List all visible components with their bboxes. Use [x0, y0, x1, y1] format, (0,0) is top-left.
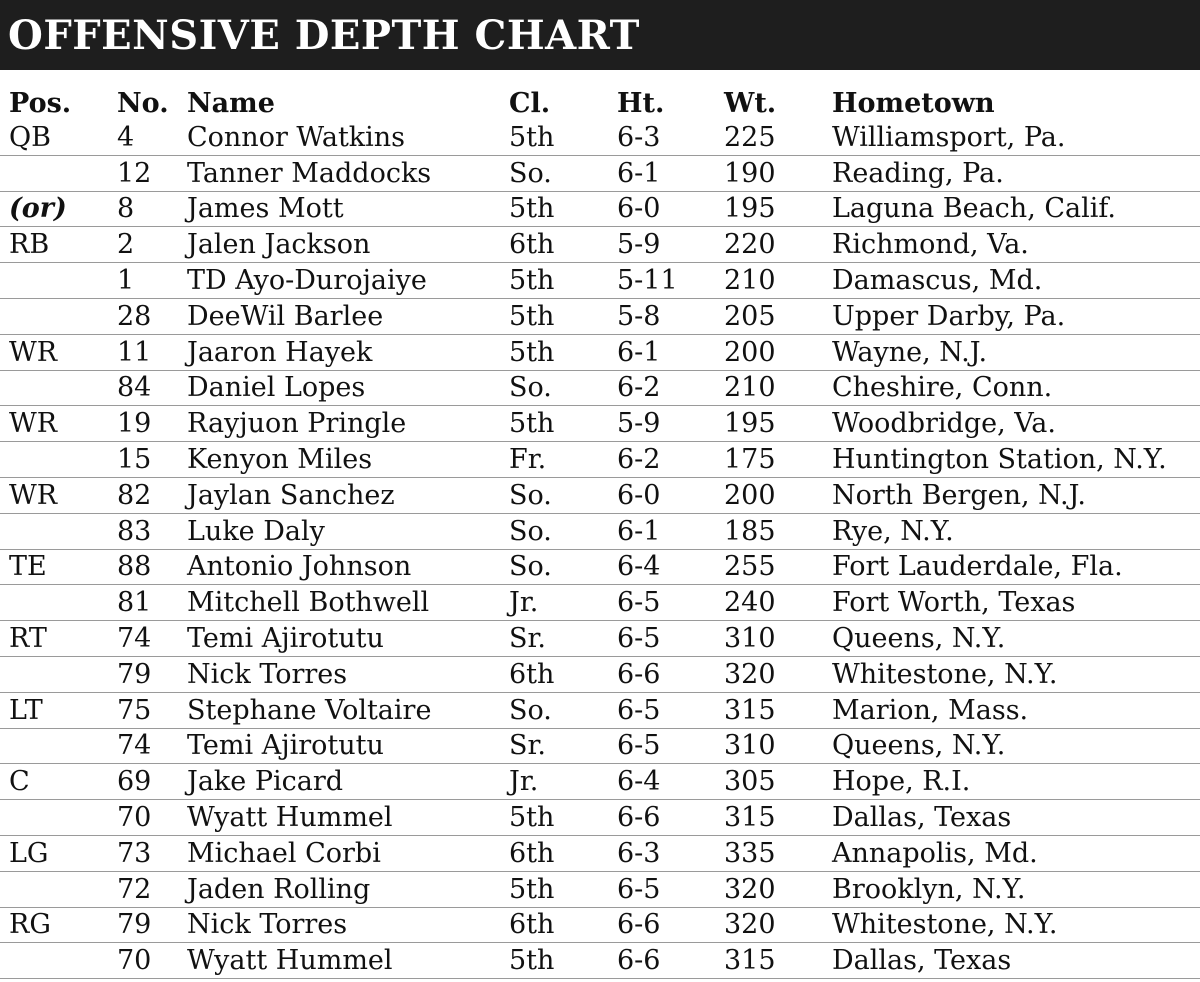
table-row: [0, 334, 1200, 370]
hometown-cell: Hope, R.I.: [832, 766, 971, 798]
position-cell: [0, 155, 108, 191]
number-cell: 2: [117, 229, 135, 261]
number-cell: 1: [117, 265, 135, 297]
position-cell: WR: [9, 408, 58, 440]
hometown-cell: Queens, N.Y.: [832, 623, 1006, 655]
height-cell: 6-3: [617, 837, 661, 869]
table-row: [0, 835, 1200, 871]
height-cell: 6-1: [617, 336, 661, 368]
table-row: [0, 263, 1200, 299]
class-cell: 5th: [509, 193, 555, 225]
position-cell: RB: [9, 229, 50, 261]
name-cell: Luke Daly: [187, 515, 325, 547]
header-height: Ht.: [617, 87, 665, 119]
number-cell: 75: [117, 694, 152, 726]
table-row: [0, 907, 1200, 943]
class-cell: So.: [509, 479, 552, 511]
height-cell: 6-5: [617, 623, 661, 655]
class-cell: 5th: [509, 336, 555, 368]
class-cell: 5th: [509, 945, 555, 977]
table-row: [0, 585, 1200, 621]
number-cell: 4: [117, 121, 135, 153]
header-name: Name: [187, 87, 275, 119]
name-cell: Wyatt Hummel: [187, 945, 393, 977]
number-cell: 83: [117, 515, 152, 547]
table-row: [0, 442, 1200, 478]
table-row: [0, 191, 1200, 227]
title-banner: [0, 0, 1200, 70]
weight-cell: 305: [724, 766, 776, 798]
name-cell: Connor Watkins: [187, 121, 406, 153]
position-cell: TE: [9, 551, 47, 583]
header-weight: Wt.: [724, 87, 777, 119]
class-cell: Jr.: [509, 587, 539, 619]
class-cell: Fr.: [509, 444, 547, 476]
name-cell: Michael Corbi: [187, 837, 381, 869]
number-cell: 12: [117, 157, 152, 189]
table-row: [0, 477, 1200, 513]
height-cell: 6-5: [617, 694, 661, 726]
position-cell: [0, 871, 108, 907]
name-cell: TD Ayo-Durojaiye: [187, 265, 427, 297]
position-cell: [0, 442, 108, 478]
table-row: [0, 728, 1200, 764]
hometown-cell: Fort Lauderdale, Fla.: [832, 551, 1123, 583]
weight-cell: 200: [724, 336, 776, 368]
weight-cell: 225: [724, 121, 776, 153]
name-cell: Stephane Voltaire: [187, 694, 432, 726]
height-cell: 6-4: [617, 551, 661, 583]
number-cell: 74: [117, 730, 152, 762]
name-cell: Jaaron Hayek: [187, 336, 373, 368]
height-cell: 6-1: [617, 515, 661, 547]
weight-cell: 220: [724, 229, 776, 261]
number-cell: 8: [117, 193, 135, 225]
hometown-cell: Woodbridge, Va.: [832, 408, 1056, 440]
position-cell: [0, 513, 108, 549]
table-row: [0, 370, 1200, 406]
number-cell: 84: [117, 372, 152, 404]
name-cell: Nick Torres: [187, 909, 348, 941]
table-row: [0, 298, 1200, 334]
position-cell: QB: [9, 121, 51, 153]
height-cell: 6-6: [617, 945, 661, 977]
number-cell: 70: [117, 945, 152, 977]
class-cell: 5th: [509, 121, 555, 153]
table-row: [0, 656, 1200, 692]
position-cell: RT: [9, 623, 47, 655]
number-cell: 69: [117, 766, 152, 798]
class-cell: So.: [509, 157, 552, 189]
hometown-cell: Cheshire, Conn.: [832, 372, 1053, 404]
weight-cell: 315: [724, 694, 776, 726]
height-cell: 6-5: [617, 873, 661, 905]
name-cell: Daniel Lopes: [187, 372, 366, 404]
hometown-cell: Rye, N.Y.: [832, 515, 954, 547]
table-row: [0, 513, 1200, 549]
height-cell: 6-6: [617, 909, 661, 941]
table-row: [0, 692, 1200, 728]
height-cell: 6-3: [617, 121, 661, 153]
position-cell: LG: [9, 837, 49, 869]
table-row: [0, 943, 1200, 979]
header-no: No.: [117, 87, 169, 119]
position-cell: [0, 943, 108, 979]
position-cell: C: [9, 766, 30, 798]
table-row: [0, 155, 1200, 191]
number-cell: 82: [117, 479, 152, 511]
hometown-cell: Reading, Pa.: [832, 157, 1004, 189]
height-cell: 6-6: [617, 802, 661, 834]
height-cell: 6-5: [617, 730, 661, 762]
class-cell: Sr.: [509, 730, 547, 762]
table-header-row: [0, 86, 1200, 120]
weight-cell: 175: [724, 444, 776, 476]
position-cell: [0, 370, 108, 406]
depth-chart-table: [0, 86, 1200, 979]
hometown-cell: Annapolis, Md.: [832, 837, 1038, 869]
weight-cell: 210: [724, 372, 776, 404]
class-cell: So.: [509, 372, 552, 404]
name-cell: Jaden Rolling: [187, 873, 371, 905]
number-cell: 88: [117, 551, 152, 583]
position-cell: (or): [9, 193, 67, 225]
name-cell: Rayjuon Pringle: [187, 408, 407, 440]
header-class: Cl.: [509, 87, 551, 119]
position-cell: WR: [9, 336, 58, 368]
class-cell: 5th: [509, 300, 555, 332]
number-cell: 28: [117, 300, 152, 332]
position-cell: [0, 298, 108, 334]
height-cell: 5-9: [617, 229, 661, 261]
weight-cell: 210: [724, 265, 776, 297]
hometown-cell: Whitestone, N.Y.: [832, 658, 1058, 690]
hometown-cell: Queens, N.Y.: [832, 730, 1006, 762]
name-cell: Kenyon Miles: [187, 444, 373, 476]
height-cell: 6-2: [617, 372, 661, 404]
name-cell: Antonio Johnson: [187, 551, 412, 583]
table-row: [0, 800, 1200, 836]
table-body: [0, 120, 1200, 979]
name-cell: Wyatt Hummel: [187, 802, 393, 834]
name-cell: Temi Ajirotutu: [187, 730, 384, 762]
height-cell: 5-9: [617, 408, 661, 440]
position-cell: [0, 800, 108, 836]
height-cell: 5-8: [617, 300, 661, 332]
table-row: [0, 764, 1200, 800]
weight-cell: 205: [724, 300, 776, 332]
position-cell: RG: [9, 909, 51, 941]
hometown-cell: Fort Worth, Texas: [832, 587, 1076, 619]
height-cell: 6-0: [617, 193, 661, 225]
number-cell: 79: [117, 909, 152, 941]
number-cell: 70: [117, 802, 152, 834]
weight-cell: 320: [724, 658, 776, 690]
weight-cell: 200: [724, 479, 776, 511]
hometown-cell: Marion, Mass.: [832, 694, 1029, 726]
number-cell: 11: [117, 336, 152, 368]
name-cell: Jake Picard: [187, 766, 344, 798]
height-cell: 6-6: [617, 658, 661, 690]
hometown-cell: Williamsport, Pa.: [832, 121, 1066, 153]
weight-cell: 195: [724, 193, 776, 225]
hometown-cell: Wayne, N.J.: [832, 336, 988, 368]
number-cell: 15: [117, 444, 152, 476]
weight-cell: 315: [724, 802, 776, 834]
class-cell: Sr.: [509, 623, 547, 655]
header-pos: Pos.: [9, 87, 72, 119]
name-cell: Mitchell Bothwell: [187, 587, 430, 619]
weight-cell: 315: [724, 945, 776, 977]
hometown-cell: North Bergen, N.J.: [832, 479, 1086, 511]
name-cell: Jaylan Sanchez: [187, 479, 395, 511]
position-cell: [0, 656, 108, 692]
name-cell: Tanner Maddocks: [187, 157, 432, 189]
hometown-cell: Huntington Station, N.Y.: [832, 444, 1167, 476]
number-cell: 73: [117, 837, 152, 869]
class-cell: Jr.: [509, 766, 539, 798]
height-cell: 6-1: [617, 157, 661, 189]
name-cell: Temi Ajirotutu: [187, 623, 384, 655]
position-cell: [0, 585, 108, 621]
weight-cell: 320: [724, 909, 776, 941]
header-hometown: Hometown: [832, 87, 995, 119]
hometown-cell: Damascus, Md.: [832, 265, 1043, 297]
height-cell: 6-5: [617, 587, 661, 619]
hometown-cell: Brooklyn, N.Y.: [832, 873, 1026, 905]
hometown-cell: Whitestone, N.Y.: [832, 909, 1058, 941]
height-cell: 6-4: [617, 766, 661, 798]
position-cell: [0, 728, 108, 764]
table-row: [0, 621, 1200, 657]
hometown-cell: Richmond, Va.: [832, 229, 1029, 261]
class-cell: 6th: [509, 229, 555, 261]
class-cell: 5th: [509, 265, 555, 297]
height-cell: 6-2: [617, 444, 661, 476]
name-cell: James Mott: [187, 193, 344, 225]
hometown-cell: Dallas, Texas: [832, 945, 1012, 977]
number-cell: 79: [117, 658, 152, 690]
number-cell: 74: [117, 623, 152, 655]
table-row: [0, 120, 1200, 155]
name-cell: DeeWil Barlee: [187, 300, 384, 332]
class-cell: 5th: [509, 408, 555, 440]
class-cell: 6th: [509, 658, 555, 690]
name-cell: Nick Torres: [187, 658, 348, 690]
class-cell: 6th: [509, 837, 555, 869]
weight-cell: 240: [724, 587, 776, 619]
weight-cell: 335: [724, 837, 776, 869]
weight-cell: 190: [724, 157, 776, 189]
hometown-cell: Laguna Beach, Calif.: [832, 193, 1117, 225]
name-cell: Jalen Jackson: [187, 229, 371, 261]
height-cell: 5-11: [617, 265, 678, 297]
height-cell: 6-0: [617, 479, 661, 511]
weight-cell: 310: [724, 623, 776, 655]
page-title: OFFENSIVE DEPTH CHART: [8, 11, 640, 59]
class-cell: 5th: [509, 802, 555, 834]
position-cell: [0, 263, 108, 299]
weight-cell: 185: [724, 515, 776, 547]
number-cell: 72: [117, 873, 152, 905]
position-cell: WR: [9, 479, 58, 511]
hometown-cell: Dallas, Texas: [832, 802, 1012, 834]
weight-cell: 255: [724, 551, 776, 583]
class-cell: So.: [509, 515, 552, 547]
table-row: [0, 227, 1200, 263]
table-row: [0, 549, 1200, 585]
class-cell: So.: [509, 694, 552, 726]
position-cell: LT: [9, 694, 43, 726]
weight-cell: 320: [724, 873, 776, 905]
class-cell: 6th: [509, 909, 555, 941]
hometown-cell: Upper Darby, Pa.: [832, 300, 1066, 332]
table-row: [0, 871, 1200, 907]
weight-cell: 195: [724, 408, 776, 440]
weight-cell: 310: [724, 730, 776, 762]
number-cell: 19: [117, 408, 152, 440]
table-row: [0, 406, 1200, 442]
number-cell: 81: [117, 587, 152, 619]
class-cell: 5th: [509, 873, 555, 905]
class-cell: So.: [509, 551, 552, 583]
